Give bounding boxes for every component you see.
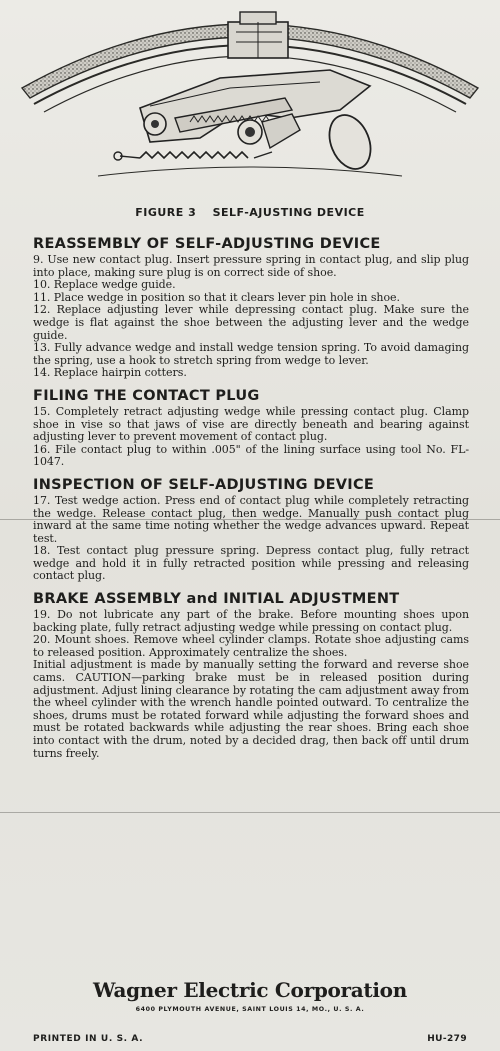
section-heading: BRAKE ASSEMBLY and INITIAL ADJUSTMENT — [33, 591, 400, 608]
step-paragraph: 19. Do not lubricate any part of the brake. Before mounting shoes upon backing plate, fully retract adjusting wedge while pressing on contact plug. — [33, 608, 469, 634]
section-brake-assembly — [33, 589, 469, 760]
step-paragraph: Initial adjustment is made by manually setting the forward and reverse shoe cams. CAUTION—parking brake must be in released position during adjustment. Adjust lining clearance by rotating the cam adjustment away from the wheel cylinder with the wrench handle pointed outward. To centralize the shoes, drums must be rotated forward while adjusting the forward shoes and must be rotated backwards while adjusting the rear shoes. Bring each shoe into contact with the drum, noted by a decided drag, then back off until drum turns freely. — [33, 658, 469, 760]
self-adjusting-device-illustration — [0, 0, 500, 200]
section-reassembly — [33, 234, 469, 380]
document-code: HU-279 — [427, 1034, 467, 1044]
figure-caption — [0, 206, 500, 219]
step-paragraph: 11. Place wedge in position so that it clears lever pin hole in shoe. — [33, 290, 400, 304]
section-filing — [33, 386, 469, 469]
section-heading: FILING THE CONTACT PLUG — [33, 387, 260, 404]
step-paragraph: 12. Replace adjusting lever while depressing contact plug. Make sure the wedge is flat against the shoe between the adjusting lever and the wedge guide. — [33, 303, 469, 342]
company-address: 6400 PLYMOUTH AVENUE, SAINT LOUIS 14, MO., U. S. A. — [135, 1006, 365, 1013]
instructions-body — [33, 230, 469, 760]
step-paragraph: 17. Test wedge action. Press end of contact plug while completely retracting the wedge. Release contact plug, then wedge. Manually push contact plug inward at the same time noting whether the wedge advances upward. Repeat test. — [33, 493, 469, 545]
step-paragraph: 18. Test contact plug pressure spring. Depress contact plug, fully retract wedge and hold it in fully retracted position while pressing and releasing contact plug. — [33, 544, 469, 583]
section-heading: INSPECTION OF SELF-ADJUSTING DEVICE — [33, 476, 375, 493]
figure-number: FIGURE 3 — [135, 206, 197, 219]
paper-fold-line — [0, 812, 500, 813]
step-paragraph: 16. File contact plug to within .005" of the lining surface using tool No. FL-1047. — [33, 442, 469, 469]
company-logo: Wagner Electric Corporation — [93, 978, 407, 1002]
section-heading: REASSEMBLY OF SELF-ADJUSTING DEVICE — [33, 236, 381, 252]
figure-title: SELF-AJUSTING DEVICE — [212, 206, 365, 219]
step-paragraph: 9. Use new contact plug. Insert pressure spring in contact plug, and slip plug into place, making sure plug is on correct side of shoe. — [33, 253, 469, 279]
printed-in-note: PRINTED IN U. S. A. — [33, 1034, 144, 1044]
step-paragraph: 14. Replace hairpin cotters. — [33, 366, 187, 380]
step-paragraph: 20. Mount shoes. Remove wheel cylinder clamps. Rotate shoe adjusting cams to released position. Approximately centralize the shoes. — [33, 633, 469, 659]
step-paragraph: 15. Completely retract adjusting wedge while pressing contact plug. Clamp shoe in vise so that jaws of vise are directly beneath and bearing against adjusting lever to prevent movement of contact plug. — [33, 404, 469, 444]
step-paragraph: 13. Fully advance wedge and install wedge tension spring. To avoid damaging the spring, use a hook to stretch spring from wedge to lever. — [33, 341, 469, 367]
step-paragraph: 10. Replace wedge guide. — [33, 278, 176, 292]
section-inspection — [33, 475, 469, 583]
